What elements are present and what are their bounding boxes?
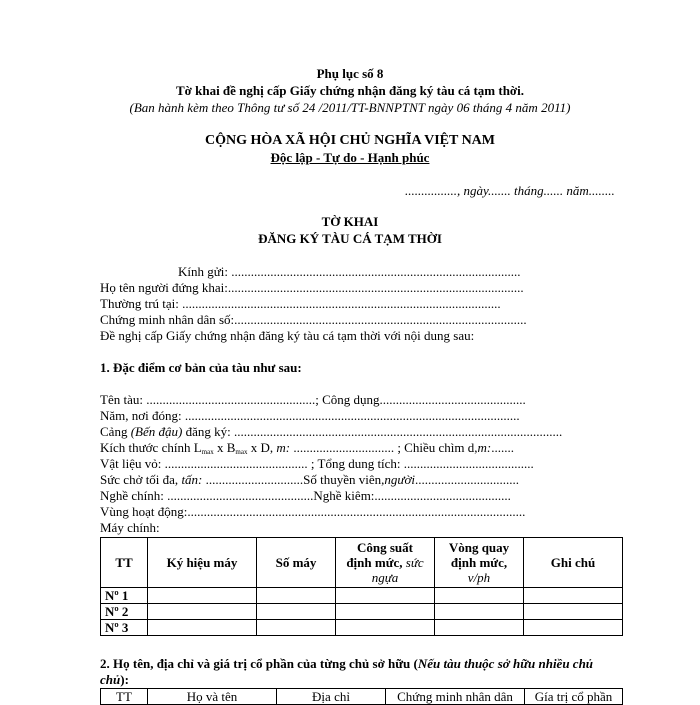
- port-prefix: Cảng: [100, 424, 131, 439]
- table-row: [101, 620, 623, 636]
- dim-mid2: x D,: [247, 440, 277, 455]
- nation-motto: Độc lập - Tự do - Hạnh phúc: [270, 150, 430, 165]
- owners-col-id: Chứng minh nhân dân: [386, 689, 525, 705]
- owners-col-address: Địa chỉ: [277, 689, 386, 705]
- owners-col-share: Gía trị cổ phần: [525, 689, 623, 705]
- power-unit: sức ngựa: [371, 555, 424, 585]
- cell: [148, 620, 257, 636]
- row-label: Nº 3: [101, 620, 148, 636]
- cell: [524, 620, 623, 636]
- power-line1: Công suất: [357, 540, 413, 555]
- main-engine-label: Máy chính:: [100, 520, 160, 535]
- row-label: Nº 2: [101, 604, 148, 620]
- declarant-name-line: Họ tên người đứng khai:...........................................................................................: [100, 280, 524, 295]
- cell: [148, 604, 257, 620]
- vessel-name-line: Tên tàu: ....................................................; Công dụng.............................................: [100, 392, 526, 407]
- section2-heading-end: ):: [120, 672, 129, 687]
- col-tt: TT: [101, 538, 148, 588]
- owners-table: [100, 688, 623, 705]
- col-rpm: [435, 538, 524, 588]
- capacity-mid: ..............................Số thuyền viên,: [202, 472, 385, 487]
- dim-prefix: Kích thước chính L: [100, 440, 202, 455]
- col-engine-model: Ký hiệu máy: [148, 538, 257, 588]
- col-power: [336, 538, 435, 588]
- port-suffix: đăng ký: .....................................................................................................: [182, 424, 563, 439]
- section2-heading-text: 2. Họ tên, địa chỉ và giá trị cổ phần của từng chủ sở hữu (: [100, 656, 418, 671]
- cell: [257, 620, 336, 636]
- dim-sub-b: max: [235, 448, 248, 456]
- rpm-line1: Vòng quay: [448, 540, 510, 555]
- doc-title-line2: ĐĂNG KÝ TÀU CÁ TẠM THỜI: [258, 231, 442, 246]
- capacity-end: ................................: [415, 472, 520, 487]
- table-row: [101, 588, 623, 604]
- port-italic: (Bến đậu): [130, 424, 183, 439]
- build-year-line: Năm, nơi đóng: .......................................................................................................: [100, 408, 520, 423]
- cell: [435, 604, 524, 620]
- cell: [435, 620, 524, 636]
- owners-col-name: Họ và tên: [148, 689, 277, 705]
- owners-table-header: [101, 689, 623, 705]
- rpm-unit: v/ph: [467, 570, 491, 585]
- fishing-type-line: Nghề chính: .............................................Nghề kiêm:..........................................: [100, 488, 511, 503]
- recipient-line: Kính gửi: .........................................................................................: [178, 264, 521, 279]
- rpm-line2: định mức,: [450, 555, 508, 570]
- dim-sub-l: max: [201, 448, 214, 456]
- row-label: Nº 1: [101, 588, 148, 604]
- capacity-unit: tấn:: [181, 472, 203, 487]
- section2-heading-cont: chủ):: [100, 672, 129, 687]
- port-line: [100, 424, 562, 440]
- nation-name: CỘNG HÒA XÃ HỘI CHỦ NGHĨA VIỆT NAM: [204, 133, 495, 148]
- cell: [336, 620, 435, 636]
- appendix-number: Phụ lục số 8: [316, 66, 384, 81]
- form-title: Tờ khai đề nghị cấp Giấy chứng nhận đăng ký tàu cá tạm thời.: [175, 83, 524, 98]
- request-line: Đề nghị cấp Giấy chứng nhận đăng ký tàu cá tạm thời với nội dung sau:: [100, 328, 475, 343]
- cell: [435, 588, 524, 604]
- residence-line: Thường trú tại: ..................................................................................................: [100, 296, 501, 311]
- issued-by-note: (Ban hành kèm theo Thông tư số 24 /2011/TT-BNNPTNT ngày 06 tháng 4 năm 2011): [129, 100, 571, 115]
- hull-material-line: Vật liệu vỏ: ............................................ ; Tổng dung tích: ........................................: [100, 456, 534, 471]
- operating-area-line: Vùng hoạt động:........................................................................................................: [100, 504, 526, 519]
- cell: [257, 588, 336, 604]
- engine-table: [100, 537, 623, 636]
- date-line: ................, ngày....... tháng...... năm........: [405, 183, 615, 198]
- engine-table-header: [101, 538, 623, 588]
- col-notes: Ghi chú: [524, 538, 623, 588]
- crew-unit: người: [384, 472, 416, 487]
- dim-dots: ............................... ; Chiều chìm d,: [290, 440, 478, 455]
- section2-heading: [100, 656, 593, 672]
- cell: [148, 588, 257, 604]
- section1-heading: 1. Đặc điểm cơ bản của tàu như sau:: [100, 360, 302, 375]
- owners-col-tt: TT: [101, 689, 148, 705]
- id-number-line: Chứng minh nhân dân số:..........................................................................................: [100, 312, 527, 327]
- section2-heading-note: Nếu tàu thuộc sở hữu nhiều chủ: [417, 656, 594, 671]
- capacity-prefix: Sức chở tối đa,: [100, 472, 182, 487]
- table-row: [101, 604, 623, 620]
- cell: [336, 588, 435, 604]
- dim-unit: m:: [276, 440, 291, 455]
- draft-unit: m:: [477, 440, 492, 455]
- cell: [257, 604, 336, 620]
- cell: [524, 604, 623, 620]
- dim-end: .......: [491, 440, 514, 455]
- doc-title-line1: TỜ KHAI: [321, 214, 379, 229]
- cell: [336, 604, 435, 620]
- capacity-line: [100, 472, 519, 488]
- dim-mid: x B: [213, 440, 236, 455]
- col-engine-number: Số máy: [257, 538, 336, 588]
- power-line2: định mức,: [346, 555, 406, 570]
- cell: [524, 588, 623, 604]
